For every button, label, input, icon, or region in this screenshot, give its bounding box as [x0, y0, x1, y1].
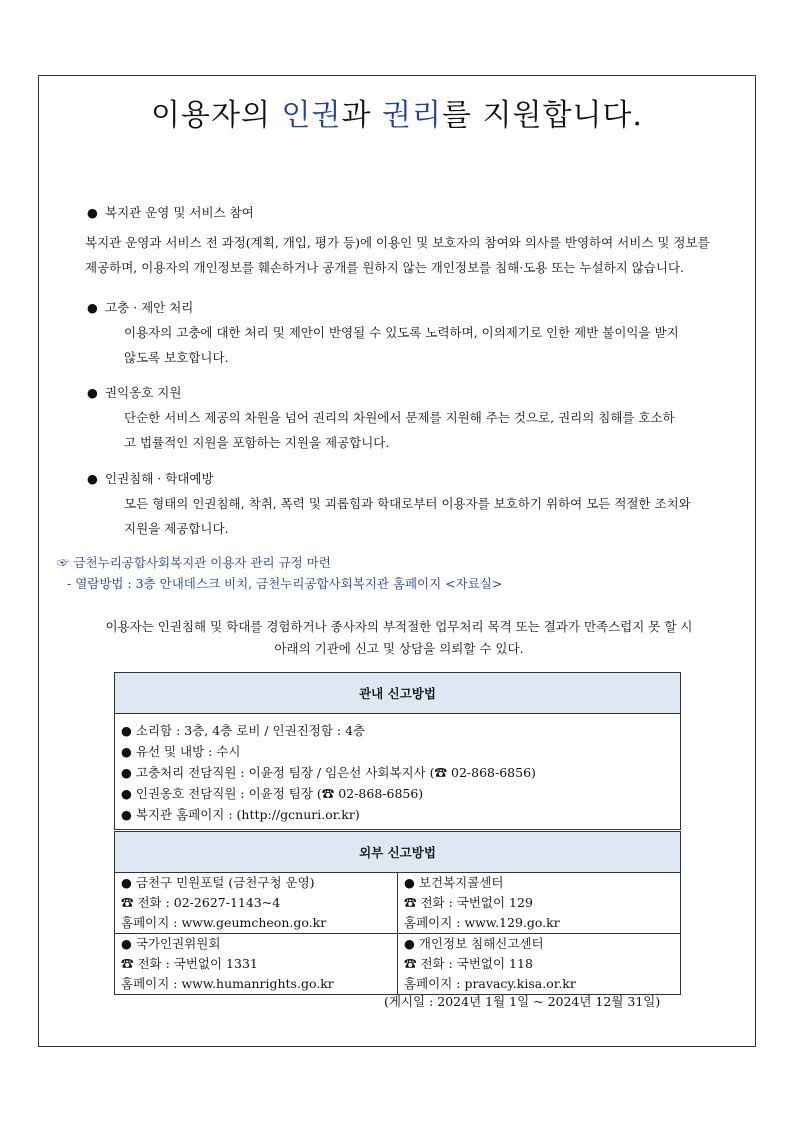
agency-website: 홈페이지 : pravacy.kisa.or.kr — [404, 976, 576, 991]
section-heading — [77, 466, 757, 491]
section-body — [77, 491, 757, 541]
body-line: 복지관 운영과 서비스 전 과정(계획, 개입, 평가 등)에 이용인 및 보호자의 참여와 의사를 반영하여 서비스 및 정보를 — [85, 235, 710, 250]
body-line: 이용자의 고충에 대한 처리 및 제안이 반영될 수 있도록 노력하며, 이의제기로 인한 제반 불이익을 받지 — [124, 325, 679, 340]
section-complaints — [77, 295, 757, 370]
body-line: 않도록 보호합니다. — [124, 350, 229, 365]
external-report-table — [114, 831, 681, 995]
title-part3: 를 지원합니다. — [441, 98, 643, 133]
section-heading — [77, 380, 757, 405]
bullet-icon: ● — [87, 300, 98, 315]
report-intro-line: 아래의 기관에 신고 및 상담을 의뢰할 수 있다. — [274, 641, 524, 656]
report-intro — [69, 616, 729, 660]
body-line: 모든 형태의 인권침해, 착취, 폭력 및 괴롭힘과 학대로부터 이용자를 보호하기 위하여 모든 적절한 조치와 — [124, 496, 691, 511]
section-heading-text: 복지관 운영 및 서비스 참여 — [105, 205, 254, 220]
regulation-note-title: ☞ 금천누리공합사회복지관 이용자 관리 규정 마련 — [57, 555, 331, 570]
section-heading-text: 권익옹호 지원 — [105, 385, 182, 400]
section-participation — [77, 200, 757, 280]
agency-name: ● 국가인권위원회 — [121, 936, 221, 951]
section-body — [77, 230, 757, 280]
body-line: 지원을 제공합니다. — [124, 521, 229, 536]
list-item: ● 유선 및 내방 : 수시 — [121, 744, 241, 759]
title-part2: 과 — [341, 98, 383, 133]
section-heading-text: 인권침해 · 학대예방 — [105, 471, 214, 486]
section-body — [77, 405, 757, 455]
body-line: 고 법률적인 지원을 포함하는 지원을 제공합니다. — [124, 435, 390, 450]
agency-website: 홈페이지 : www.129.go.kr — [404, 915, 560, 930]
title-highlight-rights: 권리 — [382, 98, 442, 133]
body-line: 제공하며, 이용자의 개인정보를 훼손하거나 공개를 원하지 않는 개인정보를 침해·도용 또는 누설하지 않습니다. — [85, 260, 685, 275]
agency-cell — [115, 873, 398, 934]
agency-website: 홈페이지 : www.geumcheon.go.kr — [121, 915, 327, 930]
section-advocacy — [77, 380, 757, 455]
list-item: ● 고충처리 전담직원 : 이윤정 팀장 / 임은선 사회복지사 (☎ 02-868-6856) — [121, 765, 536, 780]
agency-name: ● 보건복지콜센터 — [404, 875, 504, 890]
bullet-icon: ● — [87, 471, 98, 486]
list-item: ● 소리함 : 3층, 4층 로비 / 인권진정함 : 4층 — [121, 723, 366, 738]
agency-cell — [398, 873, 681, 934]
page-title — [39, 90, 755, 134]
report-intro-line: 이용자는 인권침해 및 학대를 경험하거나 종사자의 부적절한 업무처리 목격 또는 결과가 만족스럽지 못 할 시 — [105, 619, 693, 634]
posting-period: (게시일 : 2024년 1월 1일 ~ 2024년 12월 31일) — [384, 994, 661, 1009]
internal-report-list — [115, 714, 681, 830]
body-line: 단순한 서비스 제공의 차원을 넘어 권리의 차원에서 문제를 지원해 주는 것으로, 권리의 침해를 호소하 — [124, 410, 675, 425]
internal-report-header: 관내 신고방법 — [115, 673, 681, 714]
agency-phone: ☎ 전화 : 국번없이 1331 — [121, 956, 258, 971]
agency-phone: ☎ 전화 : 국번없이 129 — [404, 895, 533, 910]
title-part1: 이용자의 — [151, 98, 282, 133]
bullet-icon: ● — [87, 205, 98, 220]
section-heading — [77, 200, 757, 225]
agency-cell — [115, 934, 398, 995]
regulation-note-access: - 열람방법 : 3층 안내데스크 비치, 금천누리공합사회복지관 홈페이지 <자료실> — [67, 576, 503, 591]
internal-report-table — [114, 672, 681, 830]
section-abuse-prevention — [77, 466, 757, 541]
agency-name: ● 개인정보 침해신고센터 — [404, 936, 544, 951]
agency-name: ● 금천구 민원포털 (금천구청 운영) — [121, 875, 315, 890]
agency-cell — [398, 934, 681, 995]
external-report-header: 외부 신고방법 — [115, 832, 681, 873]
section-heading-text: 고충 · 제안 처리 — [105, 300, 194, 315]
regulation-note — [57, 552, 502, 594]
section-heading — [77, 295, 757, 320]
agency-website: 홈페이지 : www.humanrights.go.kr — [121, 976, 334, 991]
agency-phone: ☎ 전화 : 02-2627-1143~4 — [121, 895, 281, 910]
section-body — [77, 320, 757, 370]
list-item: ● 인권옹호 전담직원 : 이윤정 팀장 (☎ 02-868-6856) — [121, 786, 424, 801]
agency-phone: ☎ 전화 : 국번없이 118 — [404, 956, 533, 971]
list-item: ● 복지관 홈페이지 : (http://gcnuri.or.kr) — [121, 807, 360, 822]
title-highlight-human-rights: 인권 — [281, 98, 342, 133]
bullet-icon: ● — [87, 385, 98, 400]
